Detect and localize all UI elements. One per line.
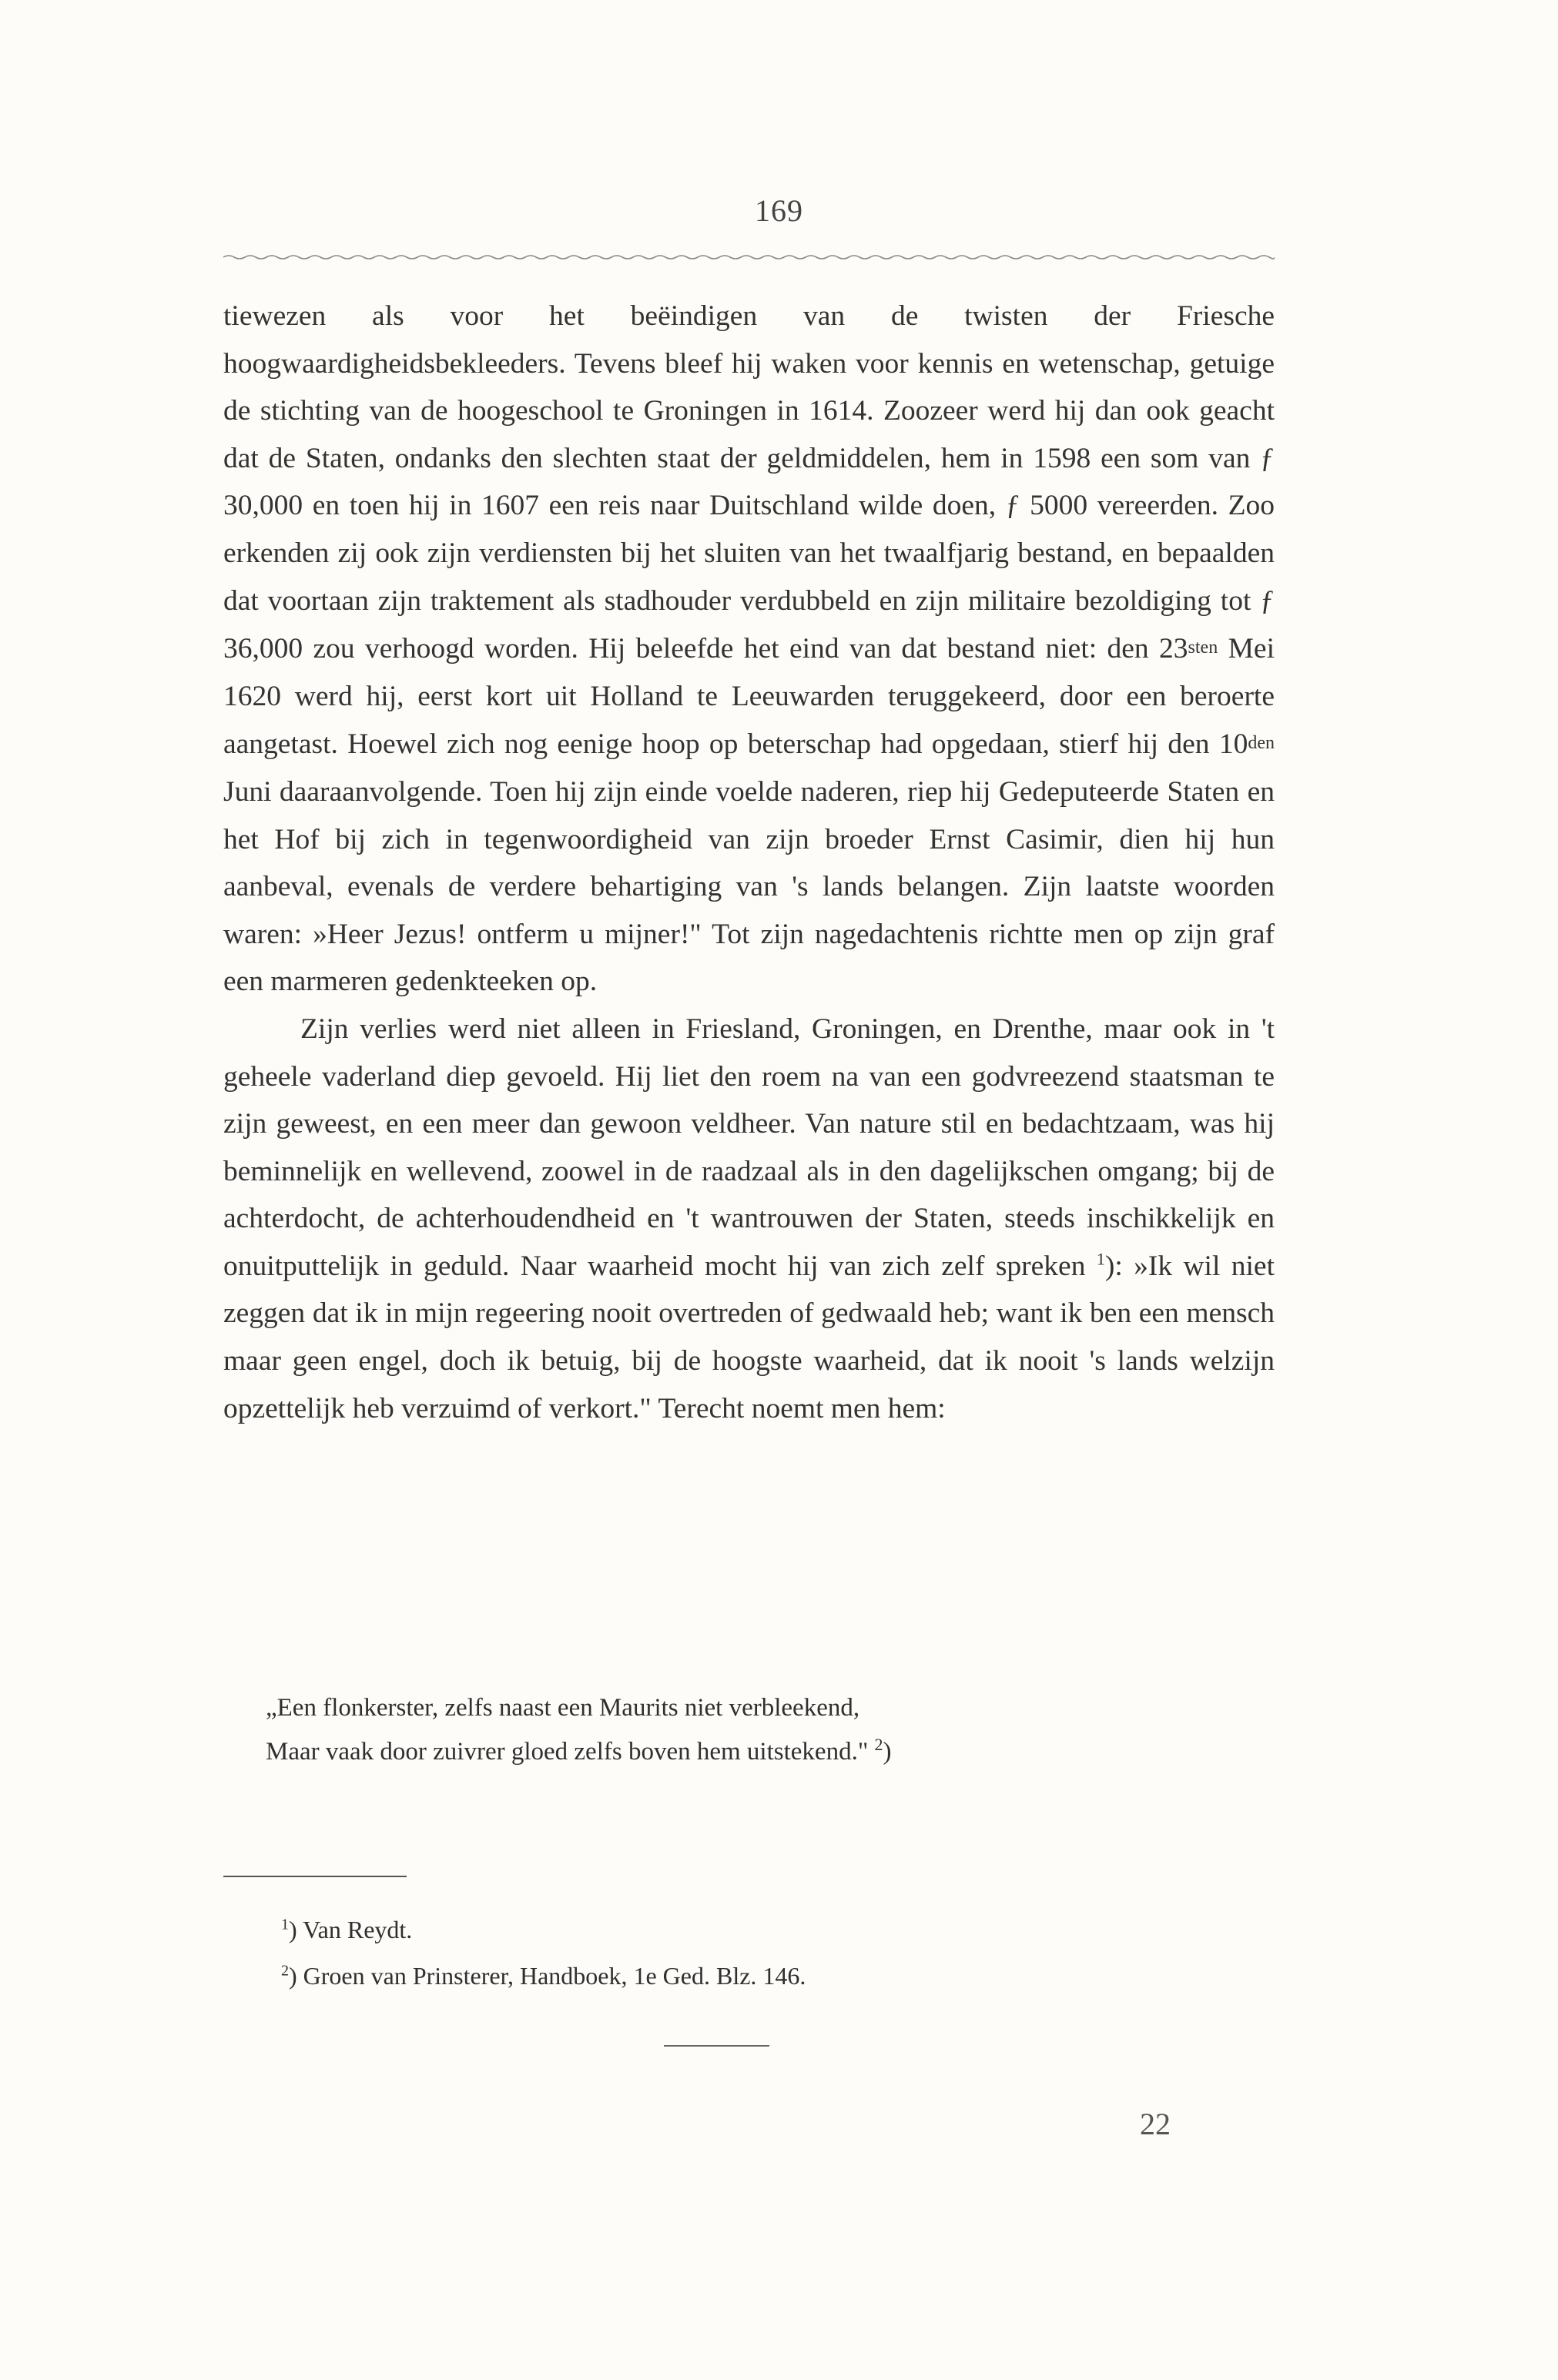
paragraph-2: [223, 1006, 1275, 1432]
footnote-2-mark: 2: [281, 1962, 289, 1980]
paragraph-2-text: Zijn verlies werd niet alleen in Friesland, Groningen, en Drenthe, maar ook in 't geheele vaderland diep gevoeld. Hij liet den roem na van een godvreezend staatsman te zijn geweest, en een meer dan gewoon veldheer. Van nature stil en bedachtzaam, was hij beminnelijk en wellevend, zoowel in de raadzaal als in den dagelijkschen omgang; bij de achterdocht, de achterhoudendheid en 't wantrouwen der Staten, steeds inschikkelijk en onuitputtelijk in geduld. Naar waarheid mocht hij van zich zelf spreken: [223, 1013, 1275, 1282]
paragraph-1-text: tiewezen als voor het beëindigen van de twisten der Friesche hoogwaardigheidsbekleeders. Tevens bleef hij waken voor kennis en wetenschap, getuige de stichting van de hoogeschool te Groningen in 1614. Zoozeer werd hij dan ook geacht dat de Staten, ondanks den slechten staat der geldmiddelen, hem in 1598 een som van ƒ 30,000 en toen hij in 1607 een reis naar Duitschland wilde doen, ƒ 5000 vereerden. Zoo erkenden zij ook zijn verdiensten bij het sluiten van het twaalfjarig bestand, en bepaalden dat voortaan zijn traktement als stadhouder verdubbeld en zijn militaire bezoldiging tot ƒ 36,000 zou verhoogd worden. Hij beleefde het eind van dat bestand niet: den 23: [223, 300, 1275, 665]
page-number: 169: [755, 193, 803, 228]
paragraph-1-end: Juni daaraanvolgende. Toen hij zijn einde voelde naderen, riep hij Gedeputeerde Staten en het Hof bij zich in tegenwoordigheid van zijn broeder Ernst Casimir, dien hij hun aanbeval, evenals de verdere behartiging van 's lands belangen. Zijn laatste woorden waren: »Heer Jezus! ontferm u mijner!" Tot zijn nagedachtenis richtte men op zijn graf een marmeren gedenkteeken op.: [223, 775, 1275, 998]
poem-line-2-close: ): [883, 1738, 892, 1766]
poem-line-2-text: Maar vaak door zuivrer gloed zelfs boven hem uitstekend.": [266, 1738, 875, 1766]
footnote-ref-2: 2: [874, 1735, 883, 1754]
bottom-rule: [664, 2045, 769, 2047]
body-text: [223, 293, 1275, 1432]
signature-mark: 22: [1140, 2107, 1171, 2141]
footnote-2: [281, 1953, 1205, 1999]
header-wavy-rule: [223, 254, 1275, 260]
footnote-1: [281, 1906, 1205, 1953]
poem-line-2: [266, 1730, 1267, 1774]
paragraph-2-end: ): »Ik wil niet zeggen dat ik in mijn regeering nooit overtreden of gedwaald heb; want ik ben een mensch maar geen engel, doch ik betuig, bij de hoogste waarheid, dat ik nooit 's lands welzijn opzettelijk heb verzuimd of verkort." Terecht noemt men hem:: [223, 1250, 1275, 1424]
footnote-1-mark: 1: [281, 1916, 289, 1933]
paragraph-1: [223, 293, 1275, 1006]
date-suffix-sten: sten: [1188, 638, 1218, 658]
footnote-2-text: ) Groen van Prinsterer, Handboek, 1e Ged. Blz. 146.: [289, 1962, 806, 1990]
date-suffix-den: den: [1248, 733, 1275, 754]
footnote-1-text: ) Van Reydt.: [289, 1916, 413, 1943]
footnote-separator: [223, 1876, 407, 1877]
footnotes: [281, 1906, 1205, 1999]
paragraph-1-mid: Mei 1620 werd hij, eerst kort uit Holland te Leeuwarden teruggekeerd, door een beroerte aangetast. Hoewel zich nog eenige hoop op beterschap had opgedaan, stierf hij den 10: [223, 633, 1275, 761]
poem-line-1: „Een flonkerster, zelfs naast een Maurits niet verbleekend,: [266, 1694, 860, 1722]
footnote-ref-1: 1: [1096, 1249, 1105, 1269]
poem-quote: [266, 1686, 1267, 1774]
